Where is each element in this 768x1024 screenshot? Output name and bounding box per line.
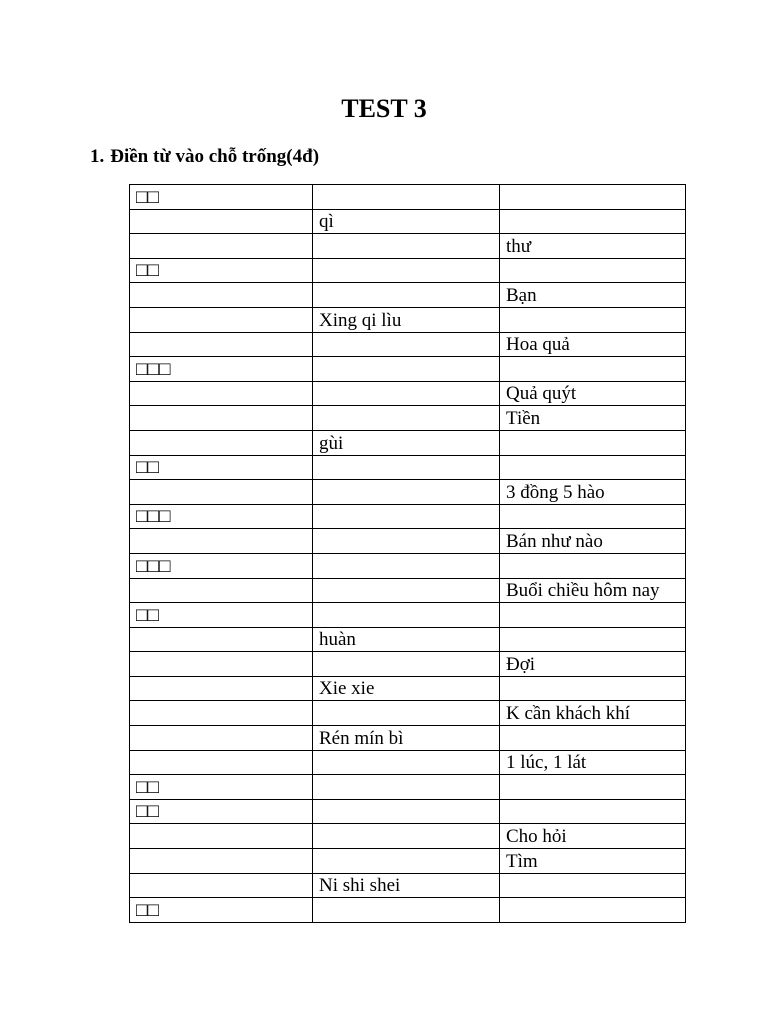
table-row (130, 430, 686, 455)
table-row (130, 603, 686, 628)
meaning-cell (500, 603, 686, 628)
pinyin-cell: gùi (313, 430, 500, 455)
table-row (130, 283, 686, 308)
chinese-cell (130, 578, 313, 603)
table-row (130, 185, 686, 210)
table-row (130, 775, 686, 800)
chinese-cell (130, 283, 313, 308)
meaning-cell (500, 676, 686, 701)
pinyin-cell (313, 529, 500, 554)
chinese-cell (130, 430, 313, 455)
chinese-cell: □□ (130, 898, 313, 923)
chinese-cell (130, 849, 313, 874)
pinyin-cell (313, 504, 500, 529)
meaning-cell (500, 307, 686, 332)
meaning-cell (500, 430, 686, 455)
table-row (130, 480, 686, 505)
meaning-cell: K cần khách khí (500, 701, 686, 726)
pinyin-cell (313, 234, 500, 259)
table-row (130, 258, 686, 283)
table-row (130, 750, 686, 775)
pinyin-cell (313, 455, 500, 480)
pinyin-cell (313, 578, 500, 603)
fill-in-table-body (130, 185, 686, 923)
pinyin-cell (313, 849, 500, 874)
table-row (130, 849, 686, 874)
meaning-cell (500, 357, 686, 382)
pinyin-cell (313, 553, 500, 578)
question-number: 1. (90, 146, 105, 167)
table-row (130, 553, 686, 578)
meaning-cell: thư (500, 234, 686, 259)
chinese-cell (130, 750, 313, 775)
pinyin-cell (313, 799, 500, 824)
pinyin-cell (313, 701, 500, 726)
pinyin-cell (313, 381, 500, 406)
pinyin-cell (313, 603, 500, 628)
pinyin-cell: Ni shi shei (313, 873, 500, 898)
meaning-cell (500, 504, 686, 529)
table-row (130, 578, 686, 603)
chinese-cell (130, 529, 313, 554)
pinyin-cell (313, 357, 500, 382)
meaning-cell: Bán như nào (500, 529, 686, 554)
chinese-cell (130, 652, 313, 677)
pinyin-cell (313, 750, 500, 775)
table-row (130, 209, 686, 234)
table-row (130, 307, 686, 332)
pinyin-cell (313, 406, 500, 431)
table-row (130, 799, 686, 824)
meaning-cell: Buổi chiều hôm nay (500, 578, 686, 603)
table-row (130, 357, 686, 382)
table-row (130, 873, 686, 898)
meaning-cell (500, 209, 686, 234)
meaning-cell: Cho hỏi (500, 824, 686, 849)
table-row (130, 627, 686, 652)
chinese-cell: □□□ (130, 553, 313, 578)
meaning-cell: Bạn (500, 283, 686, 308)
chinese-cell: □□ (130, 185, 313, 210)
pinyin-cell: Xing qi lìu (313, 307, 500, 332)
table-row (130, 701, 686, 726)
pinyin-cell (313, 775, 500, 800)
chinese-cell: □□□ (130, 357, 313, 382)
meaning-cell (500, 775, 686, 800)
table-row (130, 234, 686, 259)
chinese-cell (130, 332, 313, 357)
table-row (130, 381, 686, 406)
table-row (130, 406, 686, 431)
chinese-cell (130, 307, 313, 332)
pinyin-cell (313, 185, 500, 210)
chinese-cell (130, 873, 313, 898)
meaning-cell (500, 898, 686, 923)
chinese-cell: □□ (130, 455, 313, 480)
table-row (130, 455, 686, 480)
chinese-cell (130, 726, 313, 751)
chinese-cell: □□ (130, 258, 313, 283)
pinyin-cell (313, 283, 500, 308)
pinyin-cell: Rén mín bì (313, 726, 500, 751)
meaning-cell (500, 258, 686, 283)
meaning-cell (500, 799, 686, 824)
meaning-cell: 3 đồng 5 hào (500, 480, 686, 505)
chinese-cell (130, 824, 313, 849)
chinese-cell (130, 627, 313, 652)
question-text: Điền từ vào chỗ trống(4đ) (110, 146, 320, 167)
chinese-cell (130, 701, 313, 726)
table-row (130, 652, 686, 677)
chinese-cell (130, 209, 313, 234)
meaning-cell (500, 185, 686, 210)
meaning-cell (500, 726, 686, 751)
chinese-cell (130, 480, 313, 505)
pinyin-cell (313, 824, 500, 849)
pinyin-cell: Xie xie (313, 676, 500, 701)
pinyin-cell: qì (313, 209, 500, 234)
meaning-cell: Tiền (500, 406, 686, 431)
table-row (130, 504, 686, 529)
pinyin-cell (313, 480, 500, 505)
table-row (130, 529, 686, 554)
table-row (130, 824, 686, 849)
table-row (130, 726, 686, 751)
meaning-cell: Hoa quả (500, 332, 686, 357)
chinese-cell (130, 676, 313, 701)
chinese-cell: □□ (130, 603, 313, 628)
meaning-cell (500, 455, 686, 480)
table-row (130, 676, 686, 701)
meaning-cell (500, 873, 686, 898)
question-heading (90, 145, 319, 169)
chinese-cell (130, 406, 313, 431)
meaning-cell (500, 627, 686, 652)
meaning-cell (500, 553, 686, 578)
chinese-cell: □□ (130, 799, 313, 824)
chinese-cell (130, 234, 313, 259)
chinese-cell: □□ (130, 775, 313, 800)
pinyin-cell (313, 898, 500, 923)
fill-in-table (129, 184, 686, 923)
meaning-cell: Tìm (500, 849, 686, 874)
pinyin-cell (313, 258, 500, 283)
chinese-cell (130, 381, 313, 406)
chinese-cell: □□□ (130, 504, 313, 529)
pinyin-cell (313, 652, 500, 677)
pinyin-cell: huàn (313, 627, 500, 652)
meaning-cell: Đợi (500, 652, 686, 677)
pinyin-cell (313, 332, 500, 357)
page-title: TEST 3 (341, 94, 427, 123)
table-row (130, 332, 686, 357)
table-row (130, 898, 686, 923)
meaning-cell: Quả quýt (500, 381, 686, 406)
meaning-cell: 1 lúc, 1 lát (500, 750, 686, 775)
